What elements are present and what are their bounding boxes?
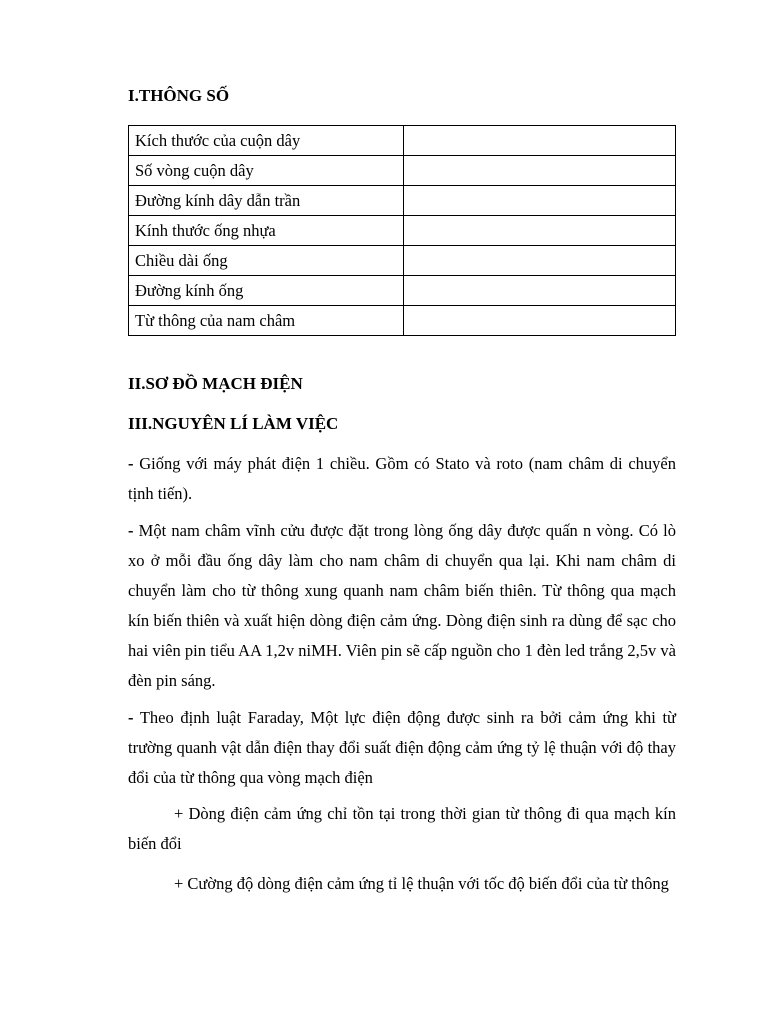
- section-3-title: III.NGUYÊN LÍ LÀM VIỆC: [128, 414, 339, 433]
- param-value: [404, 216, 676, 246]
- param-value: [404, 246, 676, 276]
- paragraph: [128, 449, 676, 509]
- table-row: [129, 246, 676, 276]
- param-label: Từ thông của nam châm: [129, 306, 404, 336]
- bullet-marker: -: [128, 521, 134, 540]
- parameters-table: [128, 125, 676, 336]
- param-value: [404, 306, 676, 336]
- paragraph: [128, 516, 676, 696]
- paragraph-text: + Dòng điện cảm ứng chỉ tồn tại trong thời gian từ thông đi qua mạch kín biến đổi: [128, 804, 676, 853]
- paragraph: [128, 703, 676, 793]
- param-value: [404, 276, 676, 306]
- param-label: Đường kính dây dẫn trần: [129, 186, 404, 216]
- param-label: Chiều dài ống: [129, 246, 404, 276]
- section-1-title: I.THÔNG SỐ: [128, 86, 230, 105]
- section-2-title: II.SƠ ĐỒ MẠCH ĐIỆN: [128, 374, 303, 393]
- paragraph-text: + Cường độ dòng điện cảm ứng tỉ lệ thuận với tốc độ biến đổi của từ thông: [174, 874, 669, 893]
- param-value: [404, 186, 676, 216]
- bullet-marker: -: [128, 454, 134, 473]
- param-value: [404, 156, 676, 186]
- param-label: Đường kính ống: [129, 276, 404, 306]
- table-row: [129, 216, 676, 246]
- bullet-marker: -: [128, 708, 134, 727]
- paragraph-text: Theo định luật Faraday, Một lực điện động được sinh ra bởi cảm ứng khi từ trường quanh vật dẫn điện thay đổi suất điện động cảm ứng tỷ lệ thuận với độ thay đổi của từ thông qua vòng mạch điện: [128, 708, 676, 787]
- paragraph-text: Một nam châm vĩnh cửu được đặt trong lòng ống dây được quấn n vòng. Có lò xo ở mỗi đầu ống dây làm cho nam châm di chuyển qua lại. Khi nam châm di chuyển làm cho từ thông xung quanh nam châm biến thiên. Từ thông qua mạch kín biến thiên và xuất hiện dòng điện cảm ứng. Dòng điện sinh ra dùng để sạc cho hai viên pin tiểu AA 1,2v niMH. Viên pin sẽ cấp nguồn cho 1 đèn led trắng 2,5v và đèn pin sáng.: [128, 521, 676, 690]
- param-label: Kính thước ống nhựa: [129, 216, 404, 246]
- table-row: [129, 276, 676, 306]
- table-row: [129, 186, 676, 216]
- table-row: [129, 306, 676, 336]
- param-value: [404, 126, 676, 156]
- param-label: Kích thước của cuộn dây: [129, 126, 404, 156]
- table-row: [129, 156, 676, 186]
- param-label: Số vòng cuộn dây: [129, 156, 404, 186]
- paragraph-text: Giống với máy phát điện 1 chiều. Gồm có Stato và roto (nam châm di chuyển tịnh tiến).: [128, 454, 676, 503]
- paragraph-indented: [128, 799, 676, 859]
- paragraph-indented: [128, 869, 676, 899]
- table-row: [129, 126, 676, 156]
